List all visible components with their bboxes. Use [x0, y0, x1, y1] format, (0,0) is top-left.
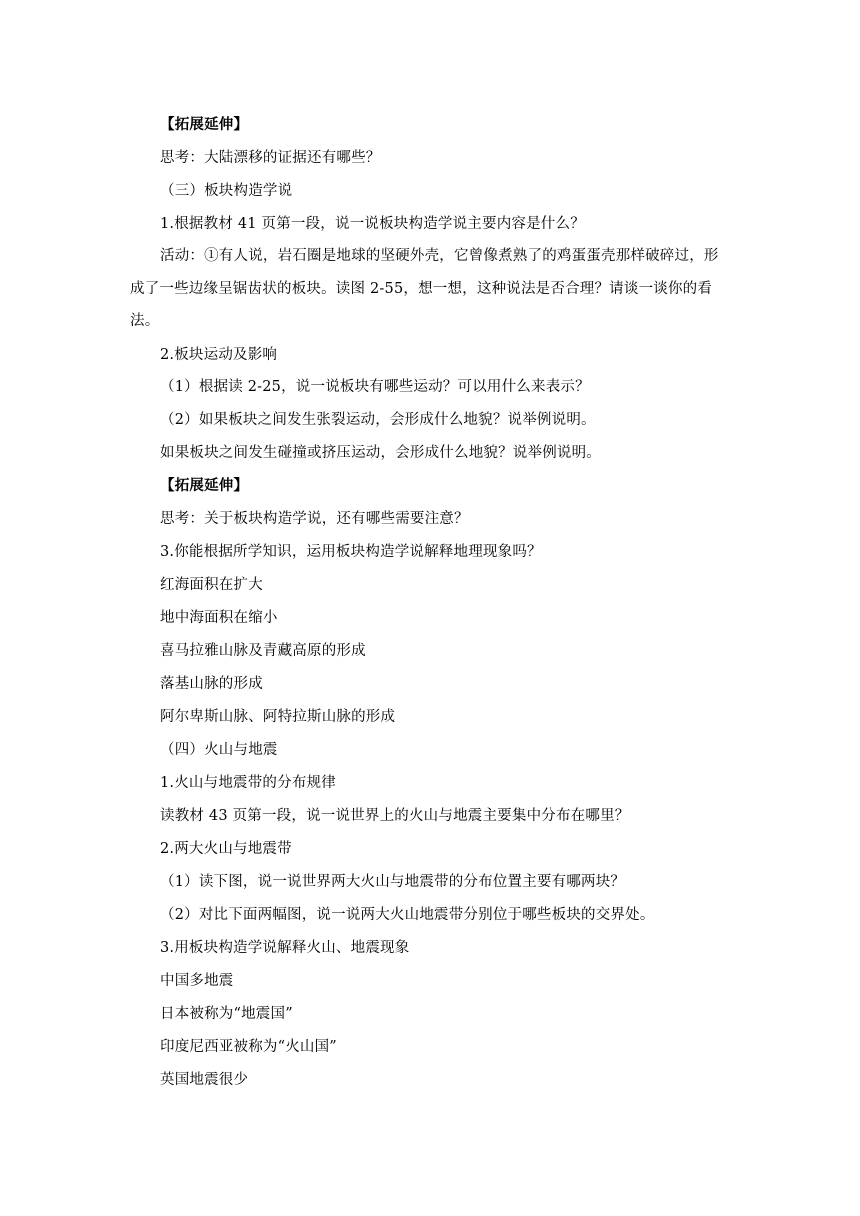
list-item: 红海面积在扩大 [160, 577, 263, 593]
paragraph-line: 1.根据教材 41 页第一段，说一说板块构造学说主要内容是什么？ [160, 216, 585, 232]
paragraph-line: 法。 [130, 313, 160, 329]
paragraph-line: 成了一些边缘呈锯齿状的板块。读图 2-55，想一想，这种说法是否合理？请谈一谈你的看 [130, 281, 713, 297]
section-heading-extension: 【拓展延伸】 [160, 477, 249, 494]
paragraph-line: 3.用板块构造学说解释火山、地震现象 [160, 940, 410, 956]
paragraph-line: 活动：①有人说，岩石圈是地球的坚硬外壳，它曾像煮熟了的鸡蛋蛋壳那样破碎过，形 [160, 248, 719, 264]
list-item: 落基山脉的形成 [160, 676, 263, 692]
paragraph-line: 思考：大陆漂移的证据还有哪些？ [160, 150, 381, 166]
paragraph-line: 如果板块之间发生碰撞或挤压运动，会形成什么地貌？说举例说明。 [160, 445, 601, 461]
paragraph-line: 3.你能根据所学知识，运用板块构造学说解释地理现象吗？ [160, 544, 542, 560]
paragraph-line: 2.板块运动及影响 [160, 347, 278, 363]
paragraph-line: 2.两大火山与地震带 [160, 841, 292, 857]
paragraph-line: 1.火山与地震带的分布规律 [160, 775, 336, 791]
paragraph-line: （2）如果板块之间发生张裂运动，会形成什么地貌？说举例说明。 [160, 412, 596, 428]
list-item: 地中海面积在缩小 [160, 610, 278, 626]
paragraph-line: （2）对比下面两幅图，说一说两大火山地震带分别位于哪些板块的交界处。 [160, 907, 655, 923]
list-item: 英国地震很少 [160, 1072, 249, 1088]
subsection-heading: （四）火山与地震 [160, 742, 278, 758]
subsection-heading: （三）板块构造学说 [160, 183, 293, 199]
paragraph-line: 思考：关于板块构造学说，还有哪些需要注意？ [160, 511, 469, 527]
paragraph-line: （1）根据读 2-25，说一说板块有哪些运动？可以用什么来表示？ [160, 379, 590, 395]
list-item: 阿尔卑斯山脉、阿特拉斯山脉的形成 [160, 709, 396, 725]
list-item: 喜马拉雅山脉及青藏高原的形成 [160, 643, 366, 659]
list-item: 印度尼西亚被称为“火山国” [160, 1039, 337, 1055]
paragraph-line: （1）读下图，说一说世界两大火山与地震带的分布位置主要有哪两块？ [160, 874, 626, 890]
paragraph-line: 读教材 43 页第一段，说一说世界上的火山与地震主要集中分布在哪里？ [160, 808, 630, 824]
list-item: 中国多地震 [160, 973, 234, 989]
section-heading-extension: 【拓展延伸】 [160, 116, 249, 133]
list-item: 日本被称为“地震国” [160, 1006, 293, 1022]
